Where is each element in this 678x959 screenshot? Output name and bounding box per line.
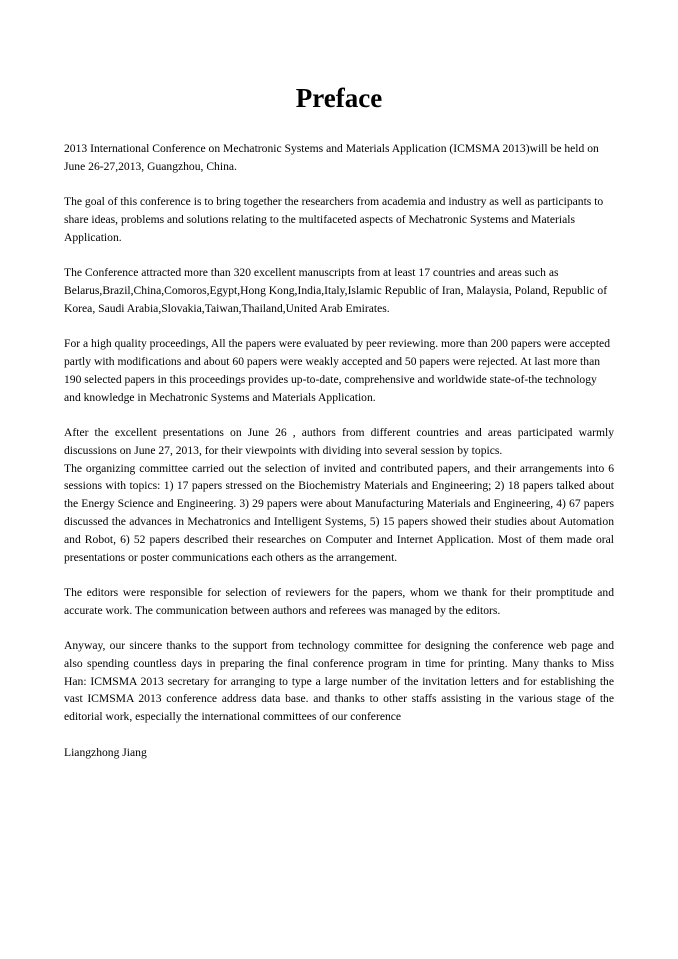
preface-body xyxy=(64,140,614,726)
paragraph-intro: 2013 International Conference on Mechatronic Systems and Materials Application (ICMSMA 2013)will be held on June 26-27,2013, Guangzhou, China. xyxy=(64,142,599,173)
page-title: Preface xyxy=(295,83,383,113)
paragraph-goal: The goal of this conference is to bring together the researchers from academia and industry as well as participants to share ideas, problems and solutions relating to the multifaceted aspects of Mechatronic Systems and Materials Application. xyxy=(64,195,604,244)
paragraph-presentations: After the excellent presentations on June 26 , authors from different countries and areas participated warmly discussions on June 27, 2013, for their viewpoints with dividing into several session by topics. xyxy=(64,425,614,457)
paragraph-sessions: The organizing committee carried out the selection of invited and contributed papers, and their arrangements into 6 sessions with topics: 1) 17 papers stressed on the Biochemistry Materials and Engineering; 2) 18 papers talked about the Energy Science and Engineering. 3) 29 papers were about Manufacturing Materials and Engineering, 4) 67 papers discussed the advances in Mechatronics and Intelligent Systems, 5) 15 papers showed their studies about Automation and Robot, 6) 52 papers described their researches on Computer and Internet Application. Most of them made oral presentations or poster communications each others as the arrangement. xyxy=(64,461,614,564)
document-page xyxy=(64,80,614,761)
paragraph-review: For a high quality proceedings, All the papers were evaluated by peer reviewing. more than 200 papers were accepted partly with modifications and about 60 papers were weakly accepted and 50 papers were rejected. At last more than 190 selected papers in this proceedings provides up-to-date, comprehensive and worldwide state-of-the technology and knowledge in Mechatronic Systems and Materials Application. xyxy=(64,337,610,404)
paragraph-thanks: Anyway, our sincere thanks to the support from technology committee for designing the conference web page and also spending countless days in preparing the final conference program in time for printing. Many thanks to Miss Han: ICMSMA 2013 secretary for arranging to type a large number of the invitation letters and for establishing the vast ICMSMA 2013 conference address data base. and thanks to other staffs assisting in the various stage of the editorial work, especially the international committees of our conference xyxy=(64,639,614,724)
signature: Liangzhong Jiang xyxy=(64,745,147,759)
paragraph-submissions: The Conference attracted more than 320 excellent manuscripts from at least 17 countries and areas such as Belarus,Brazil,China,Comoros,Egypt,Hong Kong,India,Italy,Islamic Republic of Iran, Malaysia, Poland, Republic of Korea, Saudi Arabia,Slovakia,Taiwan,Thailand,United Arab Emirates. xyxy=(64,266,608,315)
paragraph-editors: The editors were responsible for selection of reviewers for the papers, whom we thank for their promptitude and accurate work. The communication between authors and referees was managed by the editors. xyxy=(64,585,614,617)
